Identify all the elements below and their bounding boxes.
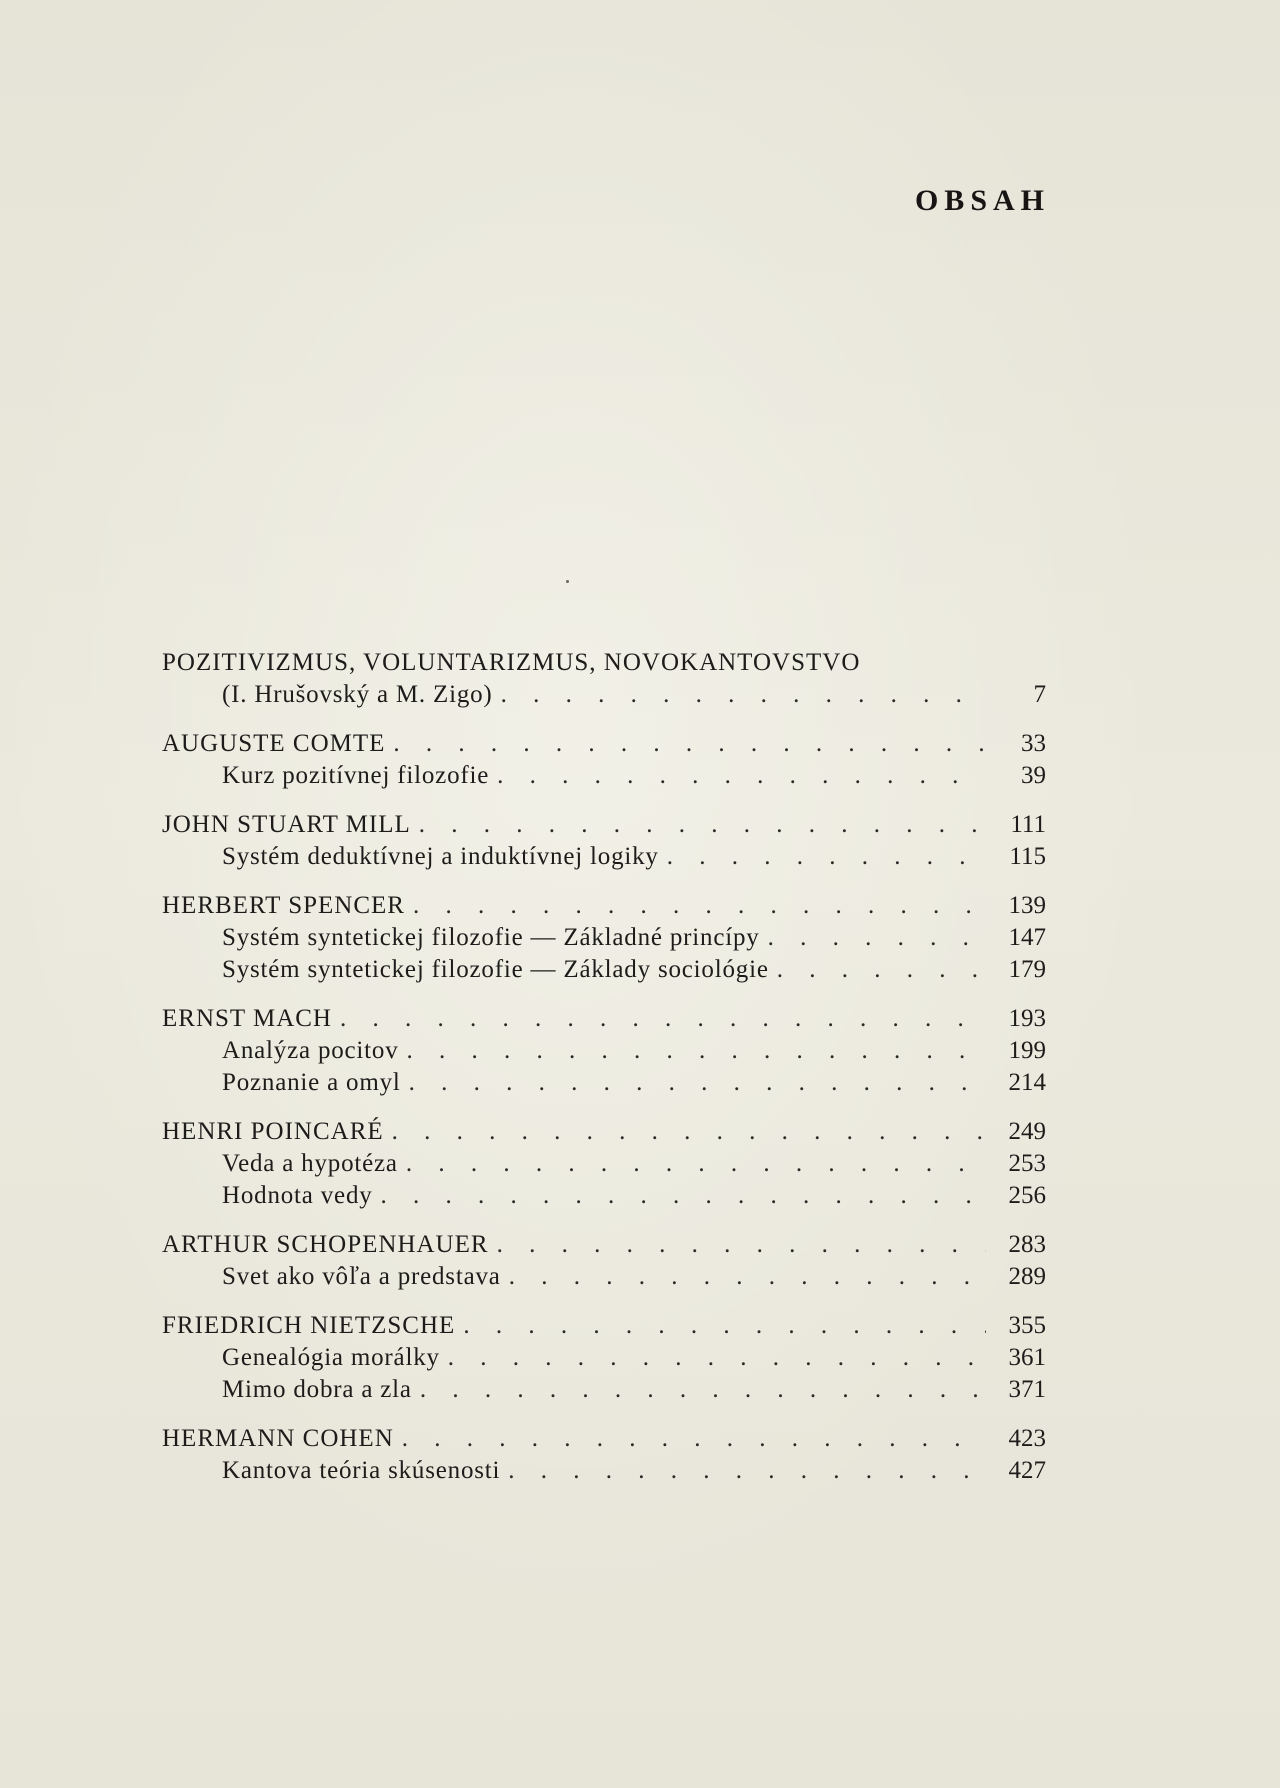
toc-entry-row xyxy=(162,1261,1046,1293)
toc-heading-page-number: 193 xyxy=(1008,1005,1046,1032)
toc-entry-label: Analýza pocitov xyxy=(222,1037,399,1064)
toc-heading-page-number: 249 xyxy=(1008,1118,1046,1145)
toc-entry-label: Veda a hypotéza xyxy=(222,1150,398,1177)
toc-entry-label: Svet ako vôľa a predstava xyxy=(222,1263,501,1290)
dot-leader xyxy=(412,1374,986,1406)
dot-leader xyxy=(394,1423,986,1455)
toc-entry-label: Systém syntetickej filozofie — Základy sociológie xyxy=(222,956,769,983)
toc-heading: FRIEDRICH NIETZSCHE xyxy=(162,1312,456,1339)
toc-entry-row xyxy=(162,1342,1046,1374)
toc-heading: HERMANN COHEN xyxy=(162,1425,394,1452)
print-speck xyxy=(566,580,569,583)
toc-entry-label: Systém syntetickej filozofie — Základné princípy xyxy=(222,924,760,951)
toc-entry-row xyxy=(162,679,1046,711)
toc-entry-label: Mimo dobra a zla xyxy=(222,1376,412,1403)
toc-entry-page-number: 7 xyxy=(1033,681,1046,708)
toc-entry-row xyxy=(162,841,1046,873)
toc-entry-label: (I. Hrušovský a M. Zigo) xyxy=(222,681,493,708)
toc-entry-label: Kurz pozitívnej filozofie xyxy=(222,762,490,789)
page-title: OBSAH xyxy=(914,184,1050,217)
toc-heading: HENRI POINCARÉ xyxy=(162,1118,384,1145)
dot-leader xyxy=(405,890,986,922)
toc-section xyxy=(162,1229,1046,1293)
toc-heading: JOHN STUART MILL xyxy=(162,811,411,838)
dot-leader xyxy=(401,1067,986,1099)
dot-leader xyxy=(659,841,986,873)
toc-section xyxy=(162,890,1046,986)
toc-entry-page-number: 147 xyxy=(1008,924,1046,951)
dot-leader xyxy=(398,1148,986,1180)
toc-heading-row xyxy=(162,809,1046,841)
dot-leader xyxy=(489,1229,986,1261)
toc-entry-page-number: 361 xyxy=(1008,1344,1046,1371)
dot-leader xyxy=(455,1310,986,1342)
toc-heading-row xyxy=(162,1229,1046,1261)
toc-section xyxy=(162,809,1046,873)
toc-entry-label: Poznanie a omyl xyxy=(222,1069,401,1096)
toc-entry-row xyxy=(162,1180,1046,1212)
toc-heading: ERNST MACH xyxy=(162,1005,332,1032)
toc-entry-page-number: 199 xyxy=(1008,1037,1046,1064)
toc-entry-page-number: 289 xyxy=(1008,1263,1046,1290)
dot-leader xyxy=(373,1180,986,1212)
dot-leader xyxy=(385,728,986,760)
toc-section xyxy=(162,728,1046,792)
toc-heading-page-number: 283 xyxy=(1008,1231,1046,1258)
toc-heading: POZITIVIZMUS, VOLUNTARIZMUS, NOVOKANTOVSTVO xyxy=(162,649,861,676)
toc-entry-row xyxy=(162,1035,1046,1067)
toc-heading-page-number: 355 xyxy=(1008,1312,1046,1339)
toc-entry-page-number: 256 xyxy=(1008,1182,1046,1209)
toc-entry-page-number: 214 xyxy=(1008,1069,1046,1096)
dot-leader xyxy=(769,954,986,986)
dot-leader xyxy=(760,922,986,954)
toc-heading-row xyxy=(162,890,1046,922)
toc-entry-label: Kantova teória skúsenosti xyxy=(222,1457,501,1484)
dot-leader xyxy=(411,809,986,841)
toc-entry-page-number: 179 xyxy=(1008,956,1046,983)
toc-entry-row xyxy=(162,954,1046,986)
dot-leader xyxy=(489,760,986,792)
toc-heading-page-number: 111 xyxy=(1010,811,1046,838)
toc-entry-label: Genealógia morálky xyxy=(222,1344,440,1371)
toc-heading-row xyxy=(162,1423,1046,1455)
toc-heading-row xyxy=(162,1116,1046,1148)
dot-leader xyxy=(501,1261,986,1293)
toc-entry-row xyxy=(162,922,1046,954)
dot-leader xyxy=(440,1342,986,1374)
toc-heading-page-number: 139 xyxy=(1008,892,1046,919)
toc-section xyxy=(162,647,1046,711)
table-of-contents xyxy=(162,647,1046,1504)
toc-heading-row xyxy=(162,647,1046,679)
toc-heading-page-number: 33 xyxy=(1021,730,1046,757)
toc-entry-label: Systém deduktívnej a induktívnej logiky xyxy=(222,843,659,870)
toc-heading-row xyxy=(162,1003,1046,1035)
toc-entry-page-number: 39 xyxy=(1021,762,1046,789)
toc-entry-page-number: 115 xyxy=(1009,843,1046,870)
toc-entry-row xyxy=(162,1455,1046,1487)
dot-leader xyxy=(399,1035,986,1067)
toc-entry-row xyxy=(162,1374,1046,1406)
toc-entry-page-number: 371 xyxy=(1008,1376,1046,1403)
toc-entry-label: Hodnota vedy xyxy=(222,1182,373,1209)
dot-leader xyxy=(493,679,986,711)
dot-leader xyxy=(332,1003,986,1035)
toc-entry-row xyxy=(162,1148,1046,1180)
toc-section xyxy=(162,1116,1046,1212)
toc-section xyxy=(162,1003,1046,1099)
toc-entry-page-number: 253 xyxy=(1008,1150,1046,1177)
toc-heading: AUGUSTE COMTE xyxy=(162,730,386,757)
toc-heading-row xyxy=(162,728,1046,760)
toc-heading: HERBERT SPENCER xyxy=(162,892,405,919)
toc-heading-row xyxy=(162,1310,1046,1342)
toc-section xyxy=(162,1423,1046,1487)
toc-section xyxy=(162,1310,1046,1406)
toc-entry-row xyxy=(162,760,1046,792)
toc-entry-row xyxy=(162,1067,1046,1099)
toc-entry-page-number: 427 xyxy=(1008,1457,1046,1484)
toc-heading: ARTHUR SCHOPENHAUER xyxy=(162,1231,489,1258)
toc-heading-page-number: 423 xyxy=(1008,1425,1046,1452)
dot-leader xyxy=(500,1455,986,1487)
dot-leader xyxy=(384,1116,986,1148)
